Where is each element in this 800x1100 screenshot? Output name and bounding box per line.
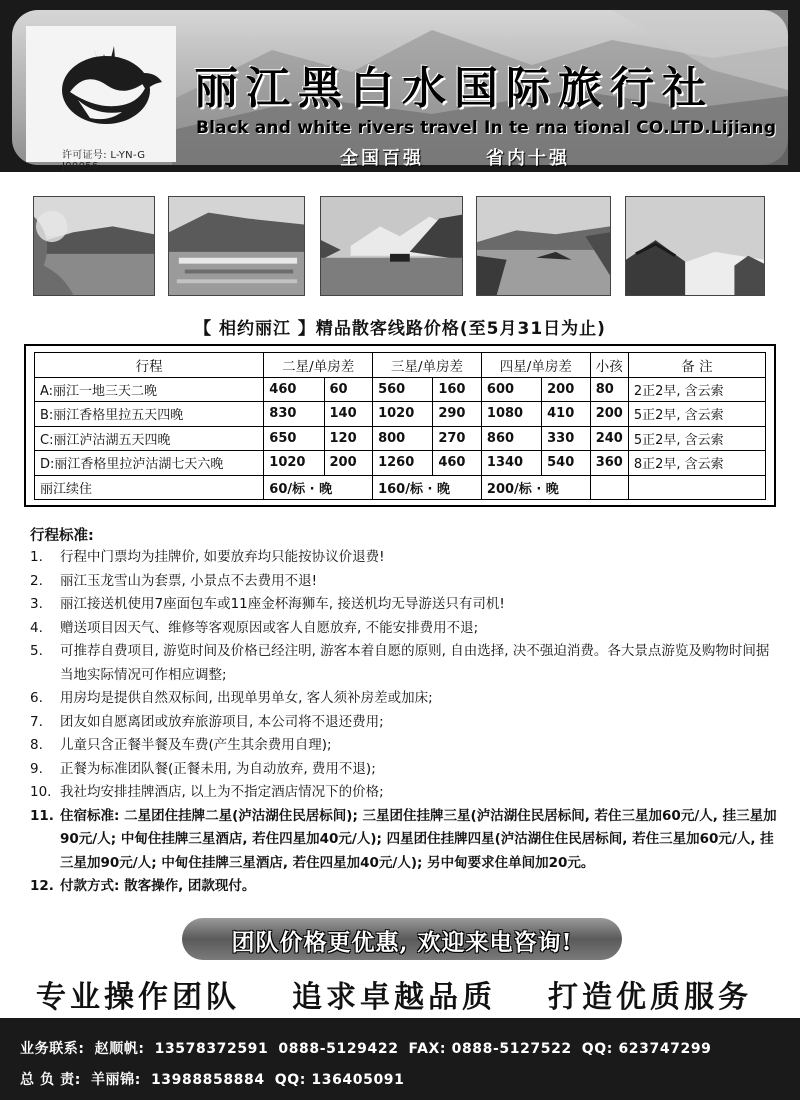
photo-temple-roof <box>625 196 765 296</box>
price-child: 240 <box>590 426 628 451</box>
list-item <box>30 875 780 899</box>
fax-number: FAX: 0888-5127522 <box>408 1041 572 1057</box>
list-item <box>30 758 780 782</box>
item-text: 用房均是提供自然双标间, 出现单男单女, 客人须补房差或加床; <box>60 690 433 706</box>
item-number: 8. <box>30 737 43 753</box>
rules-list <box>30 546 780 899</box>
consult-banner <box>182 918 622 960</box>
price-three-star: 1260 <box>373 451 433 476</box>
table-row <box>35 402 766 427</box>
price-four-star: 1340 <box>481 451 541 476</box>
table-row <box>35 377 766 402</box>
item-number: 3. <box>30 596 43 612</box>
route-name: 丽江续住 <box>35 475 264 500</box>
diff-three-star: 460 <box>433 451 482 476</box>
item-number: 1. <box>30 549 43 565</box>
price-two-star: 1020 <box>264 451 324 476</box>
item-text: 住宿标准: 二星团住挂牌二星(泸沽湖住民居标间); 三星团住挂牌三星(泸沽湖住民居标间, 若住三星加60元/人, 挂三星加90元/人; 中甸住挂牌三星酒店, 若住四星加40元/人); 四星团住挂牌四星(泸沽湖住住民居标间, 若住三星加60元/人, 挂三星加90元/人; 中甸住挂牌三星酒店, 若住四星加40元/人); 另中甸要求住单间加20元。 <box>60 807 777 871</box>
header-three-star: 三星/单房差 <box>373 353 482 378</box>
item-text: 付款方式: 散客操作, 团款现付。 <box>60 878 256 894</box>
business-contact-line <box>20 1038 722 1058</box>
route-note: 5正2早, 含云索 <box>628 426 765 451</box>
table-row-extension <box>35 475 766 500</box>
route-name: B:丽江香格里拉五天四晚 <box>35 402 264 427</box>
company-logo-icon <box>56 40 166 130</box>
table-header-row <box>35 353 766 378</box>
manager-contact-line <box>20 1069 414 1089</box>
price-table-frame <box>24 344 776 507</box>
diff-two-star: 200 <box>324 451 373 476</box>
list-item <box>30 617 780 641</box>
manager-name: 羊丽锦: <box>90 1072 141 1088</box>
price-four-star: 600 <box>481 377 541 402</box>
business-label: 业务联系: <box>20 1041 85 1057</box>
item-text: 正餐为标准团队餐(正餐未用, 为自动放弃, 费用不退); <box>60 760 376 777</box>
permit-number: 许可证号: L-YN-G J00056 <box>62 150 146 172</box>
item-text: 团友如自愿离团或放弃旅游项目, 本公司将不退还费用; <box>60 713 384 730</box>
item-text: 可推荐自费项目, 游览时间及价格已经注明, 游客本着自愿的原则, 自由选择, 决不强迫消费。各大景点游览及购物时间据当地实际情况可作相应调整; <box>60 643 770 683</box>
service-slogan-service: 打造优质服务 <box>548 980 752 1015</box>
header-banner <box>0 0 800 172</box>
price-two-star: 830 <box>264 402 324 427</box>
route-name: A:丽江一地三天二晚 <box>35 377 264 402</box>
photo-village-valley <box>168 196 305 296</box>
diff-four-star: 330 <box>542 426 591 451</box>
item-number: 6. <box>30 690 43 706</box>
list-item <box>30 734 780 758</box>
service-slogan-team: 专业操作团队 <box>36 980 240 1015</box>
header-note: 备 注 <box>628 353 765 378</box>
item-text: 丽江玉龙雪山为套票, 小景点不去费用不退! <box>60 572 317 589</box>
item-text: 行程中门票均为挂牌价, 如要放弃均只能按协议价退费! <box>60 549 385 565</box>
list-item <box>30 781 780 805</box>
business-tel[interactable]: 0888-5129422 <box>278 1041 399 1057</box>
footer-contact <box>0 1018 800 1100</box>
route-name: C:丽江泸沽湖五天四晚 <box>35 426 264 451</box>
price-child: 360 <box>590 451 628 476</box>
diff-two-star: 140 <box>324 402 373 427</box>
list-item <box>30 570 780 594</box>
header-route: 行程 <box>35 353 264 378</box>
service-slogan-quality: 追求卓越品质 <box>292 980 496 1015</box>
item-number: 2. <box>30 572 43 589</box>
diff-three-star: 270 <box>433 426 482 451</box>
header-child: 小孩 <box>590 353 628 378</box>
logo-panel <box>26 26 176 172</box>
photo-lake-tree <box>33 196 155 296</box>
item-number: 4. <box>30 619 43 636</box>
photo-lake-islands <box>476 196 611 296</box>
diff-four-star: 410 <box>542 402 591 427</box>
price-table-title: 【 相约丽江 】精品散客线路价格(至5月31日为止) <box>194 319 606 339</box>
extension-child <box>590 475 628 500</box>
price-table <box>34 352 766 500</box>
diff-four-star: 200 <box>542 377 591 402</box>
header-two-star: 二星/单房差 <box>264 353 373 378</box>
route-name: D:丽江香格里拉泸沽湖七天六晚 <box>35 451 264 476</box>
photo-snow-mountain-lake <box>320 196 463 296</box>
extension-four-star: 200/标 · 晚 <box>481 475 590 500</box>
diff-four-star: 540 <box>542 451 591 476</box>
price-four-star: 860 <box>481 426 541 451</box>
price-three-star: 800 <box>373 426 433 451</box>
list-item <box>30 711 780 735</box>
list-item <box>30 593 780 617</box>
manager-label: 总 负 责: <box>20 1072 81 1088</box>
table-row <box>35 451 766 476</box>
price-three-star: 1020 <box>373 402 433 427</box>
route-note: 2正2早, 含云索 <box>628 377 765 402</box>
extension-three-star: 160/标 · 晚 <box>373 475 482 500</box>
qq-number: QQ: 623747299 <box>581 1041 712 1057</box>
company-name-english: Black and white rivers travel In te rna tional CO.LTD.Lijiang <box>196 118 777 138</box>
list-item <box>30 805 780 876</box>
header-background <box>12 10 788 172</box>
extension-note <box>628 475 765 500</box>
item-number: 10. <box>30 784 52 800</box>
list-item <box>30 546 780 570</box>
header-four-star: 四星/单房差 <box>481 353 590 378</box>
extension-two-star: 60/标 · 晚 <box>264 475 373 500</box>
rules-title: 行程标准: <box>30 528 94 544</box>
diff-three-star: 160 <box>433 377 482 402</box>
business-name: 赵顺帆: <box>94 1041 145 1057</box>
item-text: 赠送项目因天气、维修等客观原因或客人自愿放弃, 不能安排费用不退; <box>60 619 479 636</box>
item-text: 我社均安排挂牌酒店, 以上为不指定酒店情况下的价格; <box>60 784 384 800</box>
item-text: 儿童只含正餐半餐及车费(产生其余费用自理); <box>60 737 332 753</box>
diff-two-star: 120 <box>324 426 373 451</box>
manager-phone[interactable]: 13988858884 <box>150 1072 265 1088</box>
item-number: 7. <box>30 713 43 730</box>
diff-three-star: 290 <box>433 402 482 427</box>
diff-two-star: 60 <box>324 377 373 402</box>
company-name-chinese: 丽江黑白水国际旅行社 <box>194 63 714 114</box>
item-number: 5. <box>30 643 43 659</box>
list-item <box>30 640 780 687</box>
list-item <box>30 687 780 711</box>
business-phone[interactable]: 13578372591 <box>154 1041 269 1057</box>
manager-qq: QQ: 136405091 <box>274 1072 405 1088</box>
item-number: 12. <box>30 878 54 894</box>
price-two-star: 650 <box>264 426 324 451</box>
item-number: 9. <box>30 760 43 777</box>
price-four-star: 1080 <box>481 402 541 427</box>
slogan-national: 全国百强 <box>340 148 424 169</box>
price-child: 80 <box>590 377 628 402</box>
slogan-provincial: 省内十强 <box>486 148 570 169</box>
price-three-star: 560 <box>373 377 433 402</box>
item-text: 丽江接送机使用7座面包车或11座金杯海狮车, 接送机均无导游送只有司机! <box>60 596 505 612</box>
table-row <box>35 426 766 451</box>
price-child: 200 <box>590 402 628 427</box>
route-note: 5正2早, 含云索 <box>628 402 765 427</box>
item-number: 11. <box>30 807 54 824</box>
price-two-star: 460 <box>264 377 324 402</box>
route-note: 8正2早, 含云索 <box>628 451 765 476</box>
consult-text: 团队价格更优惠, 欢迎来电咨询! <box>231 929 573 956</box>
